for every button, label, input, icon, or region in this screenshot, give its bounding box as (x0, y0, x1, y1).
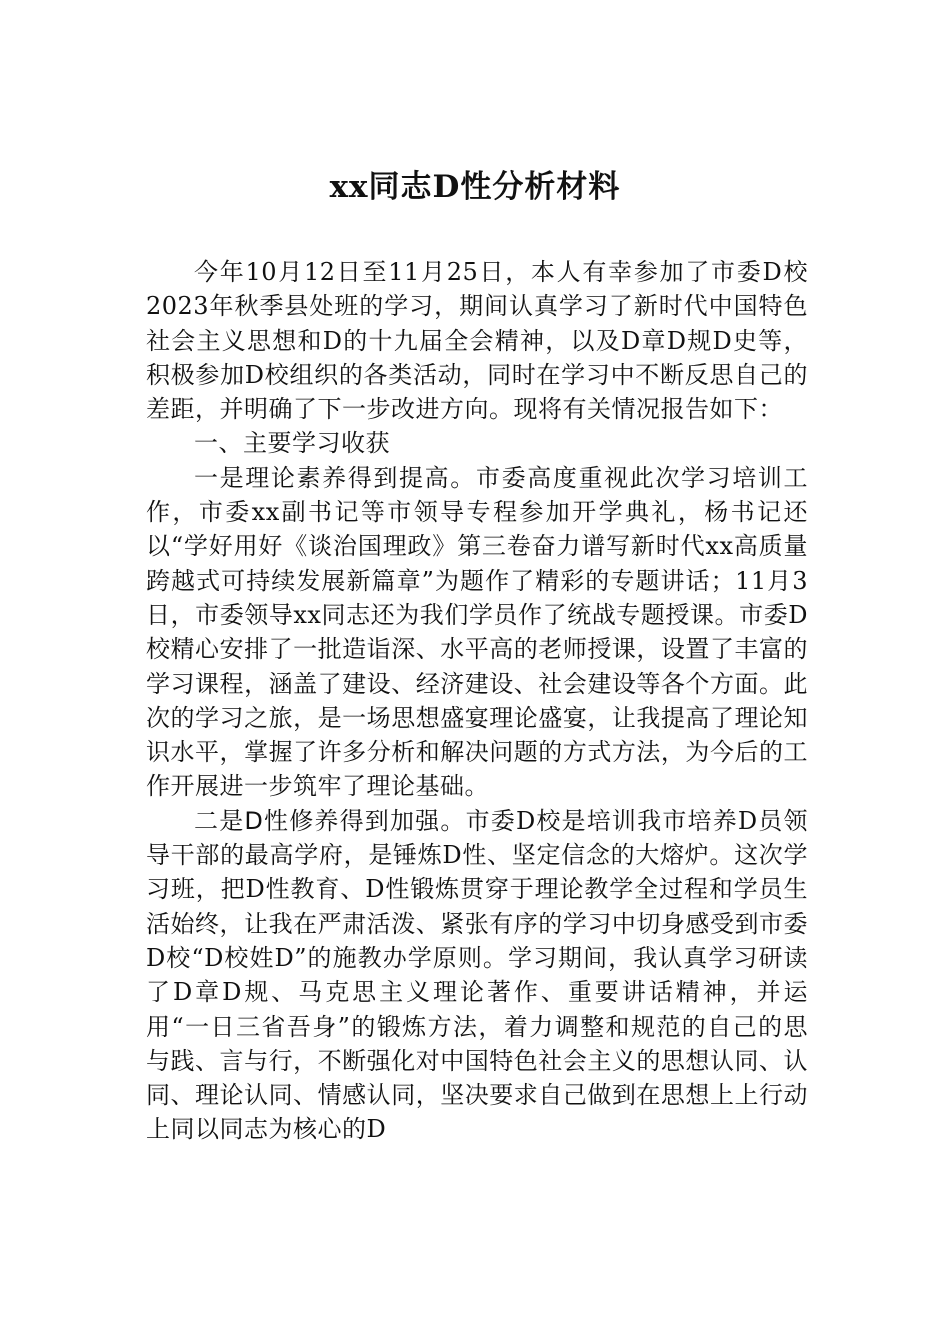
intro-paragraph: 今年10月12日至11月25日，本人有幸参加了市委D校2023年秋季县处班的学习，期间认真学习了新时代中国特色社会主义思想和D的十九届全会精神，以及D章D规D史等，积极参加D校组织的各类活动，同时在学习中不断反思自己的差距，并明确了下一步改进方向。现将有关情况报告如下： (146, 258, 808, 424)
paragraph-theory (146, 461, 808, 804)
paragraph-lead: 二是D性修养得到加强。 (194, 806, 466, 835)
document-body (146, 255, 808, 1147)
document-title: xx同志D性分析材料 (329, 169, 621, 205)
paragraph-text: 市委高度重视此次学习培训工作，市委xx副书记等市领导专程参加开学典礼，杨书记还以“学好用好《谈治国理政》第三卷奋力谱写新时代xx高质量跨越式可持续发展新篇章”为题作了精彩的专题讲话；11月3日，市委领导xx同志还为我们学员作了统战专题授课。市委D校精心安排了一批造诣深、水平高的老师授课，设置了丰富的学习课程，涵盖了建设、经济建设、社会建设等各个方面。此次的学习之旅，是一场思想盛宴理论盛宴，让我提高了理论知识水平，掌握了许多分析和解决问题的方式方法，为今后的工作开展进一步筑牢了理论基础。 (146, 463, 809, 801)
section-heading: 一、主要学习收获 (194, 429, 390, 458)
paragraph-text: 市委D校是培训我市培养D员领导干部的最高学府，是锤炼D性、坚定信念的大熔炉。这次学习班，把D性教育、D性锻炼贯穿于理论教学全过程和学员生活始终，让我在严肃活泼、紧张有序的学习中切身感受到市委D校“D校姓D”的施教办学原则。学习期间，我认真学习研读了D章D规、马克思主义理论著作、重要讲话精神，并运用“一日三省吾身”的锻炼方法，着力调整和规范的自己的思与践、言与行，不断强化对中国特色社会主义的思想认同、认同、理论认同、情感认同，坚决要求自己做到在思想上上行动上同以同志为核心的D (146, 806, 809, 1144)
paragraph-lead: 一是理论素养得到提高。 (194, 463, 476, 492)
paragraph-party-spirit (146, 804, 808, 1147)
